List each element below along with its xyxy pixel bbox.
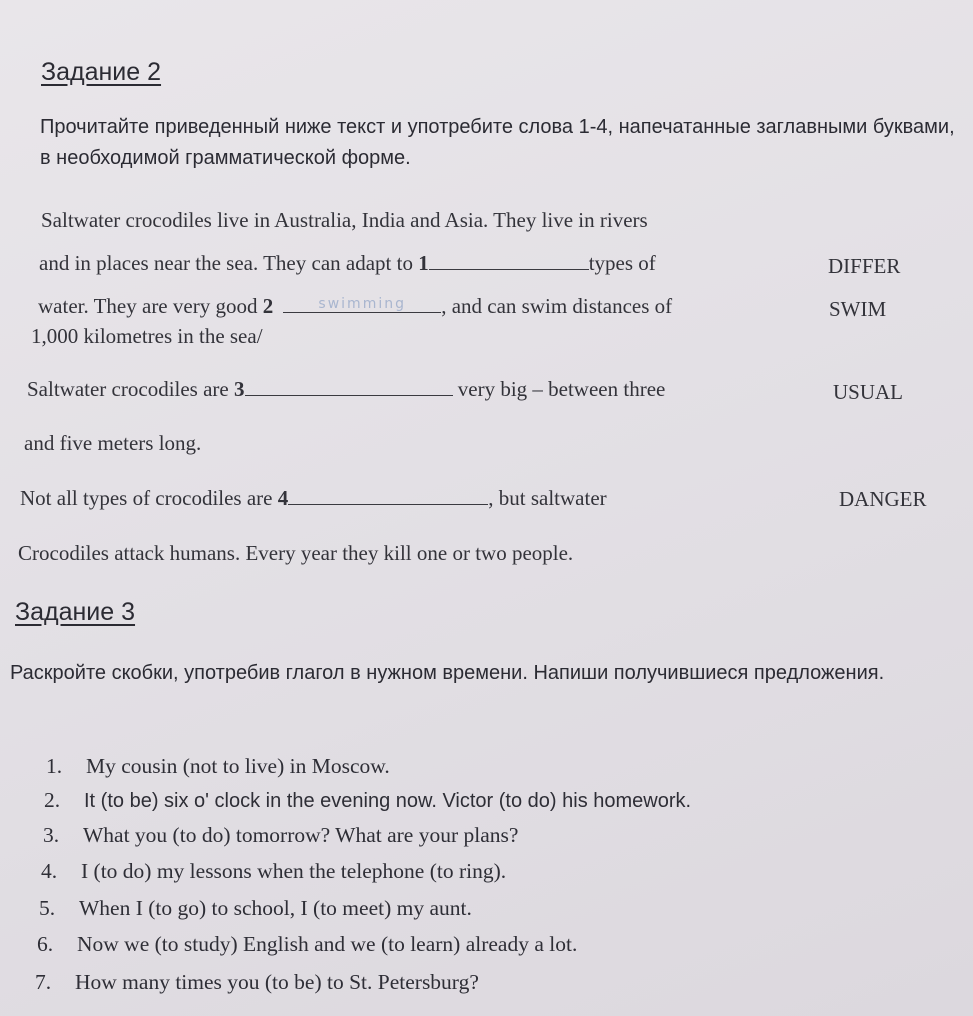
list-item-text: When I (to go) to school, I (to meet) my aunt. [79,896,472,920]
text-line-7-before: Not all types of crocodiles are [20,486,278,510]
list-item [35,970,479,995]
list-item [39,896,472,921]
text-line-5 [27,377,665,402]
keyword-usual: USUAL [833,380,904,404]
keyword-differ: DIFFER [828,254,901,278]
handwritten-answer: swimming [318,296,406,312]
list-item-number: 7. [35,970,52,994]
task3-heading: Задание 3 [15,598,136,626]
task3-instruction: Раскройте скобки, употребив глагол в нужном времени. Напиши получившиеся предложения. [10,662,885,684]
gap-3-blank[interactable] [245,377,453,396]
list-item-text: I (to do) my lessons when the telephone (to ring). [81,859,507,883]
text-line-5-after: very big – between three [452,377,666,401]
list-item-text: It (to be) six o' clock in the evening now. Victor (to do) his homework. [84,790,692,812]
list-item-number: 1. [46,754,63,778]
list-item-text: How many times you (to be) to St. Petersburg? [75,970,479,994]
gap-1-blank[interactable] [429,251,589,270]
text-line-3-after: , and can swim distances of [441,294,673,318]
text-line-8: Crocodiles attack humans. Every year they kill one or two people. [18,541,574,565]
gap-1-number: 1 [418,251,429,275]
list-item-text: What you (to do) tomorrow? What are your plans? [83,823,519,847]
keyword-danger: DANGER [839,487,927,511]
text-line-5-before: Saltwater crocodiles are [27,377,234,401]
text-line-7 [20,486,607,511]
task2-instruction: Прочитайте приведенный ниже текст и употребите слова 1-4, напечатанные заглавными буквами, в необходимой грамматической форме. [40,116,955,169]
list-item-text: My cousin (not to live) in Moscow. [86,754,390,778]
text-line-1: Saltwater crocodiles live in Australia, India and Asia. They live in rivers [41,208,648,232]
gap-3-number: 3 [234,377,245,401]
list-item [43,823,518,848]
gap-4-number: 4 [277,486,289,510]
list-item-number: 4. [41,859,58,883]
text-line-3 [38,294,672,319]
list-item-text: Now we (to study) English and we (to learn) already a lot. [77,932,578,956]
list-item [46,754,390,779]
list-item-number: 2. [44,788,61,812]
task2-heading: Задание 2 [41,58,162,86]
gap-2-number: 2 [262,294,274,318]
list-item [41,859,506,884]
keyword-swim: SWIM [829,297,887,321]
gap-2-blank[interactable] [283,294,441,313]
list-item-number: 6. [37,932,54,956]
text-line-2-after: types of [588,251,656,275]
list-item-number: 3. [43,823,60,847]
list-item [44,788,691,813]
gap-4-blank[interactable] [288,486,488,505]
text-line-7-after: , but saltwater [488,486,607,510]
text-line-3-before: water. They are very good [38,294,263,318]
text-line-2-before: and in places near the sea. They can adapt to [39,251,419,275]
text-line-6: and five meters long. [24,431,202,455]
text-line-4: 1,000 kilometres in the sea/ [31,324,263,348]
list-item-number: 5. [39,896,56,920]
list-item [37,932,577,957]
text-line-2 [39,251,656,276]
